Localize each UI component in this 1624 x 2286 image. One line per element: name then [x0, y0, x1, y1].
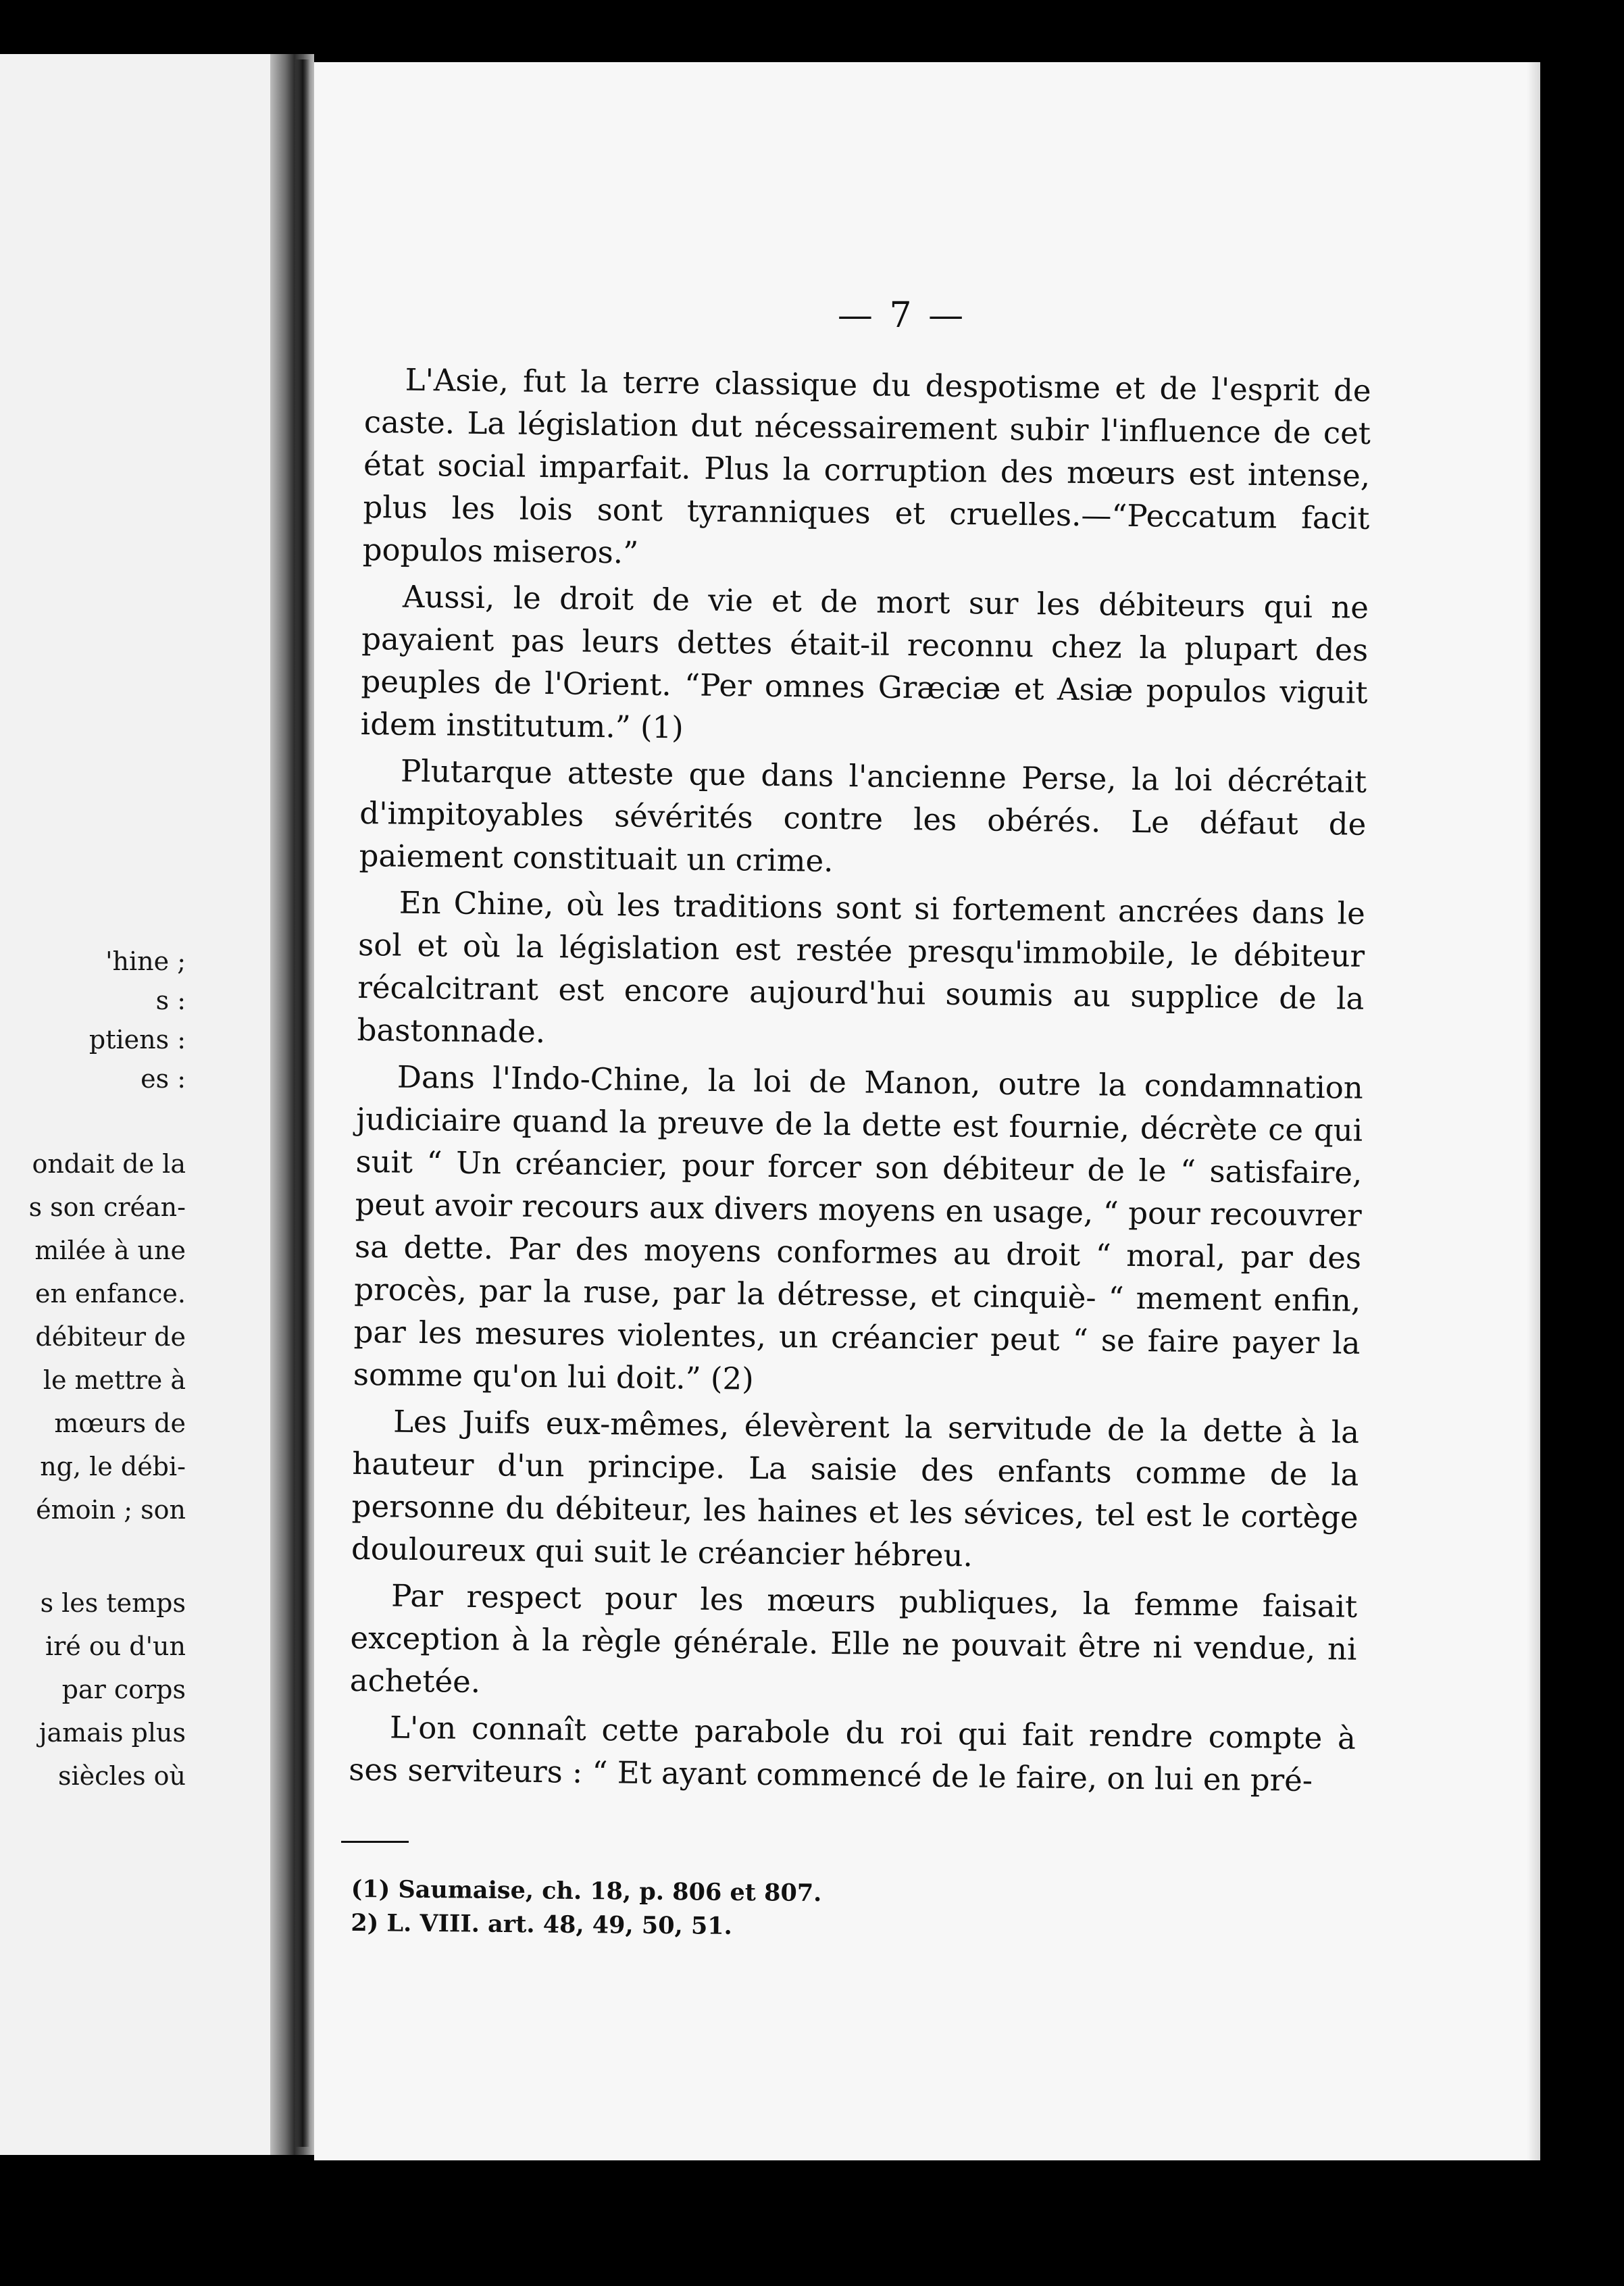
left-page-line: iré ou d'un	[45, 1631, 186, 1661]
left-page-line: ng, le débi-	[40, 1452, 186, 1481]
left-page-line: le mettre à	[43, 1365, 186, 1395]
footnote: (1) Saumaise, ch. 18, p. 806 et 807.	[351, 1875, 822, 1908]
paragraph: En Chine, où les traditions sont si fortement ancrées dans le sol et où la législation est restée presqu'immobile, le débiteur récalcitrant est encore aujourd'hui soumis au supplice de la bastonnade.	[357, 884, 1366, 1050]
footnote-rule	[341, 1841, 409, 1843]
left-page-line: par corps	[61, 1675, 186, 1704]
paragraph: Dans l'Indo-Chine, la loi de Manon, outre la condamnation judiciaire quand la preuve de la dette est fournie, décrète ce qui suit “ Un créancier, pour forcer son débiteur de le “ satisfaire, peut avoir recours aux divers moyens en usage, “ pour recouvrer sa dette. Par des moyens conformes au droit “ moral, par des procès, par la ruse, par la détresse, et cinquiè- “ mement enfin, par les mesures violentes, un créancier peut “ se faire payer la somme qu'on lui doit.” (2)	[353, 1059, 1364, 1397]
paragraph: Les Juifs eux-mêmes, élevèrent la servitude de la dette à la hauteur d'un principe. La saisie des enfants comme de la personne du débiteur, les haines et les sévices, tel est le cortège douloureux qui suit le créancier hébreu.	[351, 1403, 1360, 1574]
left-page-line: débiteur de	[35, 1322, 186, 1352]
paragraph: Par respect pour les mœurs publiques, la femme faisait exception à la règle générale. Elle ne pouvait être ni vendue, ni achetée.	[349, 1577, 1358, 1700]
right-page	[314, 62, 1540, 2160]
left-page-line: s :	[155, 986, 186, 1015]
gutter-shadow	[296, 59, 309, 2147]
left-page-line: siècles où	[58, 1761, 186, 1791]
left-page-line: mœurs de	[54, 1408, 186, 1438]
left-page-line: ondait de la	[32, 1149, 186, 1179]
paragraph: Aussi, le droit de vie et de mort sur les débiteurs qui ne payaient pas leurs dettes était-il reconnu chez la plupart des peuples de l'Orient. “Per omnes Græciæ et Asiæ populos viguit idem institutum.” (1)	[360, 578, 1369, 746]
left-page-line: 'hine ;	[105, 946, 186, 976]
left-page-line: émoin ; son	[36, 1495, 186, 1525]
left-page-line: jamais plus	[39, 1718, 186, 1748]
left-page-line: en enfance.	[34, 1279, 186, 1309]
left-page-line: es :	[141, 1064, 186, 1094]
left-page-fragment	[0, 54, 270, 2155]
paragraph: L'Asie, fut la terre classique du despotisme et de l'esprit de caste. La législation dut nécessairement subir l'influence de cet état social imparfait. Plus la corruption des mœurs est intense, plus les lois sont tyranniques et cruelles.—“Peccatum facit populos miseros.”	[362, 361, 1371, 571]
left-page-line: s son créan-	[28, 1192, 186, 1222]
paragraph: Plutarque atteste que dans l'ancienne Perse, la loi décrétait d'impitoyables sévérités contre les obérés. Le défaut de paiement constituait un crime.	[359, 753, 1367, 879]
page-edge-shadow	[1527, 62, 1540, 2160]
page-number: — 7 —	[837, 295, 967, 336]
left-page-line: s les temps	[40, 1588, 186, 1618]
body-text	[349, 358, 1371, 1802]
left-page-line: milée à une	[34, 1236, 186, 1265]
footnote: 2) L. VIII. art. 48, 49, 50, 51.	[351, 1908, 733, 1940]
left-page-line: ptiens :	[88, 1025, 186, 1055]
paragraph: L'on connaît cette parabole du roi qui fait rendre compte à ses serviteurs : “ Et ayant commencé de le faire, on lui en pré-	[348, 1709, 1356, 1799]
footnotes	[351, 1873, 959, 1946]
